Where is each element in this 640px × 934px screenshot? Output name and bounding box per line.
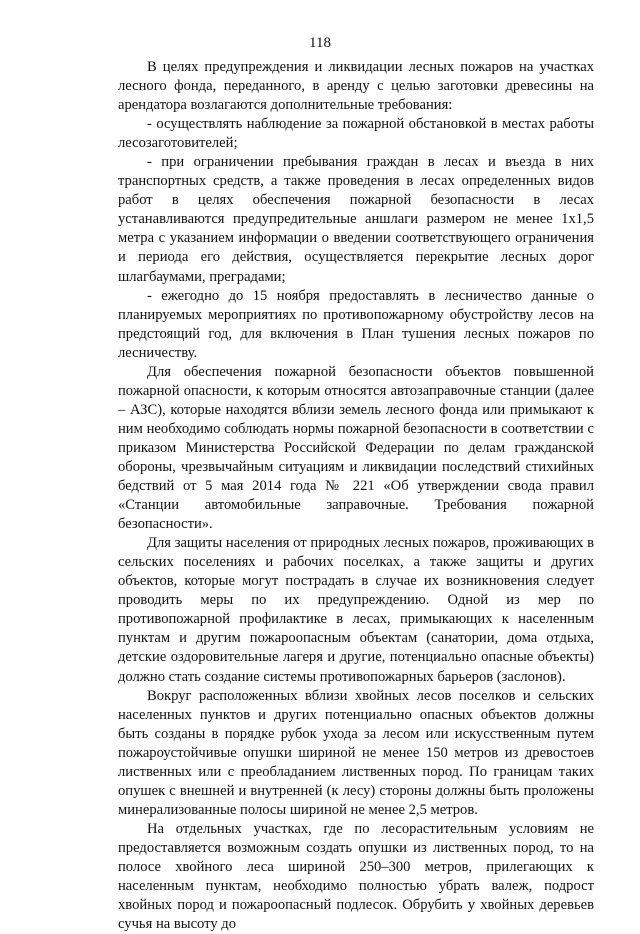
paragraph-3: Для защиты населения от природных лесных пожаров, проживающих в сельских поселениях и рабочих поселках, а также защиты и других объектов, которые могут пострадать в случае их возникновения следует проводить меры по их предупреждению. Одной из мер по противопожарной профилактике в лесах, примыкающих к населенным пунктам и другим пожароопасным объектам (санатории, дома отдыха, детские оздоровительные лагеря и другие, потенциально опасные объекты) должно стать создание системы противопожарных барьеров (заслонов). (118, 535, 594, 685)
paragraph-1: В целях предупреждения и ликвидации лесных пожаров на участках лесного фонда, переданного, в аренду с целью заготовки древесины на арендатора возлагаются дополнительные требования: (118, 59, 594, 114)
paragraph-4: Вокруг расположенных вблизи хвойных лесов поселков и сельских населенных пунктов и других потенциально опасных объектов должны быть созданы в порядке рубок ухода за лесом или искусственным путем пожароустойчивые опушки шириной не менее 150 метров из древостоев лиственных или с преобладанием лиственных пород. По границам таких опушек с внешней и внутренней (к лесу) стороны должны быть проложены минерализованные полосы шириной не менее 2,5 метров. (118, 687, 594, 818)
document-body (118, 58, 594, 934)
paragraph-2: Для обеспечения пожарной безопасности объектов повышенной пожарной опасности, к которым относятся автозаправочные станции (далее – АЗС), которые находятся вблизи земель лесного фонда или примыкают к ним необходимо соблюдать нормы пожарной безопасности в соответствии с приказом Министерства Российской Федерации по делам гражданской обороны, чрезвычайным ситуациям и ликвидации последствий стихийных бедствий от 5 мая 2014 года № 221 «Об утверждении свода правил «Станции автомобильные заправочные. Требования пожарной безопасности». (118, 363, 594, 533)
list-item-3: - ежегодно до 15 ноября предоставлять в лесничество данные о планируемых мероприятиях по противопожарному обустройству лесов на предстоящий год, для включения в План тушения лесных пожаров по лесничеству. (118, 287, 594, 361)
list-item-1: - осуществлять наблюдение за пожарной обстановкой в местах работы лесозаготовителей; (118, 116, 594, 152)
paragraph-5: На отдельных участках, где по лесорастительным условиям не предоставляется возможным создать опушки из лиственных пород, то на полосе хвойного леса шириной 250–300 метров, прилегающих к населенным пунктам, необходимо полностью убрать валеж, подрост хвойных пород и пожароопасный подлесок. Обрубить у хвойных деревьев сучья на высоту до (118, 820, 594, 933)
list-item-2: - при ограничении пребывания граждан в лесах и въезда в них транспортных средств, а также проведения в лесах определенных видов работ в целях обеспечения пожарной безопасности в лесах устанавливаются предупредительные аншлаги размером не менее 1х1,5 метра с указанием информации о введении соответствующего ограничения и периода его действия, осуществляется перекрытие лесных дорог шлагбаумами, преградами; (118, 154, 594, 285)
page-number: 118 (309, 35, 331, 51)
